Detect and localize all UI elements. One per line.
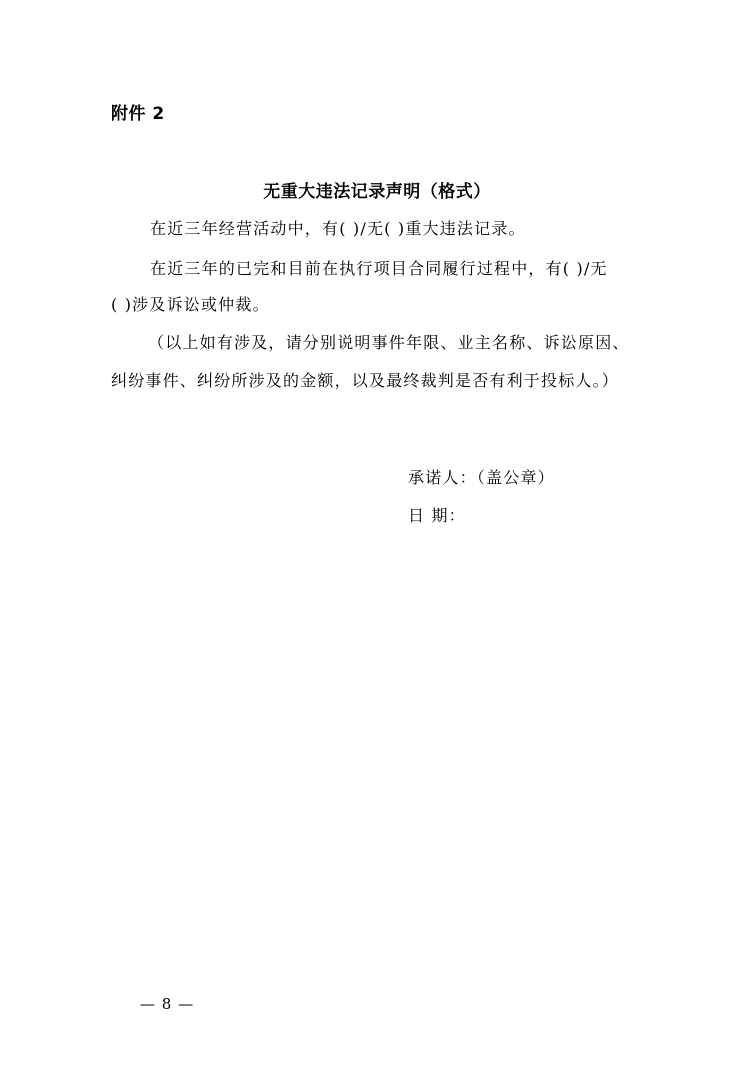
statement-line-litigation: ( )涉及诉讼或仲裁。 — [111, 295, 270, 314]
page-number: — 8 — — [140, 995, 195, 1013]
note-line-2: 纠纷事件、纠纷所涉及的金额，以及最终裁判是否有利于投标人。） — [111, 371, 620, 390]
document-title: 无重大违法记录声明（格式） — [263, 182, 491, 202]
date-label: 日 期： — [408, 506, 466, 525]
note-line-1: （以上如有涉及，请分别说明事件年限、业主名称、诉讼原因、 — [148, 333, 630, 352]
attachment-label: 附件 2 — [111, 104, 165, 124]
statement-line-contracts: 在近三年的已完和目前在执行项目合同履行过程中，有( )/无 — [150, 259, 608, 278]
promisor-signature-label: 承诺人：（盖公章） — [408, 468, 555, 487]
statement-line-violations: 在近三年经营活动中，有( )/无( )重大违法记录。 — [150, 219, 526, 238]
